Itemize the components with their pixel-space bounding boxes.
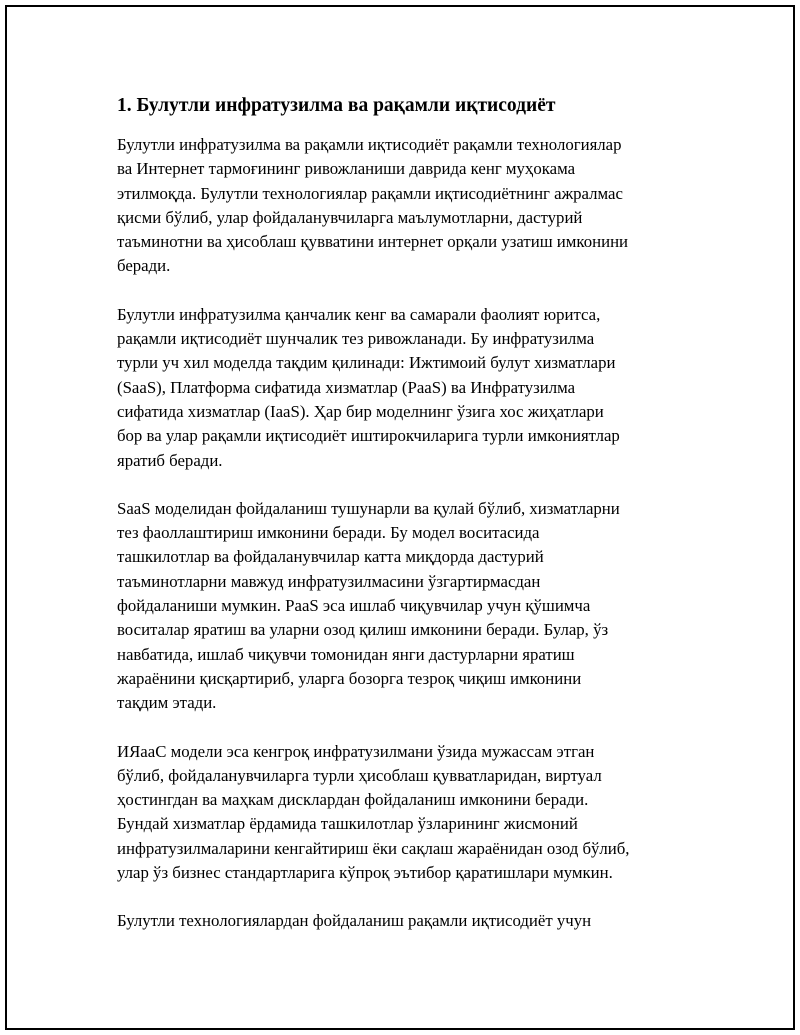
document-body bbox=[117, 93, 687, 958]
paragraph-2: Булутли инфратузилма қанчалик кенг ва самарали фаолият юритса, рақамли иқтисодиёт шунчалик тез ривожланади. Бу инфратузилма турли уч хил моделда тақдим қилинади: Ижтимоий булут хизматлари (SaaS), Платформа сифатида хизматлар (PaaS) ва Инфратузилма сифатида хизматлар (IaaS). Ҳар бир моделнинг ўзига хос жиҳатлари бор ва улар рақамли иқтисодиёт иштирокчиларига турли имкониятлар яратиб беради. bbox=[117, 304, 620, 470]
paragraph-5: Булутли технологиялардан фойдаланиш рақамли иқтисодиёт учун bbox=[117, 911, 592, 931]
section-heading: 1. Булутли инфратузилма ва рақамли иқтисодиёт bbox=[117, 95, 556, 116]
paragraph-3: SaaS моделидан фойдаланиш тушунарли ва қулай бўлиб, хизматларни тез фаоллаштириш имконини беради. Бу модел воситасида ташкилотлар ва фойдаланувчилар катта миқдорда дастурий таъминотларни мавжуд инфратузилмасини ўзгартирмасдан фойдаланиши мумкин. PaaS эса ишлаб чиқувчилар учун қўшимча воситалар яратиш ва уларни озод қилиш имконини беради. Булар, ўз навбатида, ишлаб чиқувчи томонидан янги дастурларни яратиш жараёнини қисқартириб, уларга бозорга тезроқ чиқиш имконини тақдим этади. bbox=[117, 498, 620, 713]
paragraph-4: ИЯааС модели эса кенгроқ инфратузилмани ўзида мужассам этган бўлиб, фойдаланувчиларга турли ҳисоблаш қувватларидан, виртуал ҳостингдан ва маҳкам дисклардан фойдаланиш имконини беради. Бундай хизматлар ёрдамида ташкилотлар ўзларининг жисмоний инфратузилмаларини кенгайтириш ёки сақлаш жараёнидан озод бўлиб, улар ўз бизнес стандартларига кўпроқ эътибор қаратишлари мумкин. bbox=[117, 741, 630, 883]
paragraph-1: Булутли инфратузилма ва рақамли иқтисодиёт рақамли технологиялар ва Интернет тармоғининг ривожланиши даврида кенг муҳокама этилмоқда. Булутли технологиялар рақамли иқтисодиётнинг ажралмас қисми бўлиб, улар фойдаланувчиларга маълумотларни, дастурий таъминотни ва ҳисоблаш қувватини интернет орқали узатиш имконини беради. bbox=[117, 135, 629, 276]
